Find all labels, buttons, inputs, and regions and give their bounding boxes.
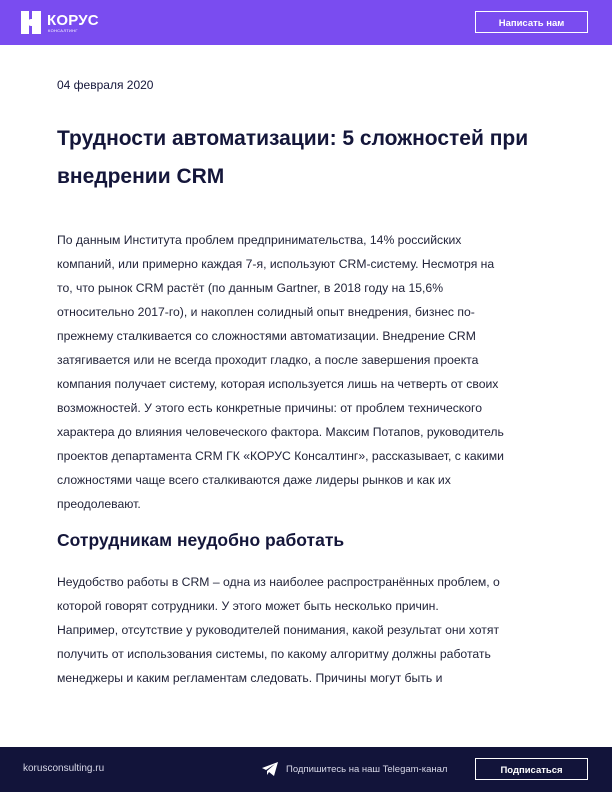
- logo-text: КОРУС: [47, 12, 99, 29]
- text-line: прежнему сталкивается со сложностями автоматизации. Внедрение CRM: [57, 329, 476, 343]
- text-line: менеджеры и каким регламентам следовать. Причины могут быть и: [57, 671, 443, 685]
- text-line: получить от использования системы, по какому алгоритму должны работать: [57, 647, 491, 661]
- text-line: затягивается или не всегда проходит гладко, а после завершения проекта: [57, 353, 479, 367]
- intro-paragraph: [57, 228, 504, 516]
- logo-subtitle: КОНСАЛТИНГ: [48, 28, 78, 33]
- text-line: которой говорят сотрудники. У этого может быть несколько причин.: [57, 599, 439, 613]
- text-line: то, что рынок CRM растёт (по данным Gartner, в 2018 году на 15,6%: [57, 281, 444, 295]
- text-line: компания получает систему, которая используется лишь на четверть от своих: [57, 377, 499, 391]
- text-line: преодолевают.: [57, 497, 141, 511]
- text-line: характера до влияния человеческого фактора. Максим Потапов, руководитель: [57, 425, 504, 439]
- article-date: 04 февраля 2020: [57, 78, 154, 92]
- footer: [0, 747, 612, 792]
- telegram-icon: [262, 762, 278, 776]
- text-line: сложностями чаще всего сталкиваются даже лидеры рынков и как их: [57, 473, 451, 487]
- text-line: По данным Института проблем предпринимательства, 14% российских: [57, 233, 462, 247]
- text-line: проектов департамента CRM ГК «КОРУС Консалтинг», рассказывает, с какими: [57, 449, 504, 463]
- header: [0, 0, 612, 45]
- korus-logo[interactable]: [21, 11, 111, 35]
- subscribe-button[interactable]: Подписаться: [475, 758, 588, 780]
- text-line: возможностей. У этого есть конкретные причины: от проблем технического: [57, 401, 483, 415]
- site-link[interactable]: korusconsulting.ru: [23, 763, 105, 774]
- text-line: Неудобство работы в CRM – одна из наиболее распространённых проблем, о: [57, 575, 500, 589]
- text-line: Например, отсутствие у руководителей понимания, какой результат они хотят: [57, 623, 500, 637]
- section-paragraph: [57, 570, 500, 690]
- article-title: Трудности автоматизации: 5 сложностей при внедрении CRM: [57, 127, 529, 188]
- logo-mark-icon: [21, 11, 41, 34]
- text-line: относительно 2017-го), и накоплен солидный опыт внедрения, бизнес по-: [57, 305, 475, 319]
- contact-us-button[interactable]: Написать нам: [475, 11, 588, 33]
- text-line: компаний, или примерно каждая 7-я, используют CRM-систему. Несмотря на: [57, 257, 495, 271]
- telegram-subscribe-text[interactable]: Подпишитесь на наш Telegam-канал: [286, 764, 448, 775]
- section-heading: Сотрудникам неудобно работать: [57, 530, 345, 550]
